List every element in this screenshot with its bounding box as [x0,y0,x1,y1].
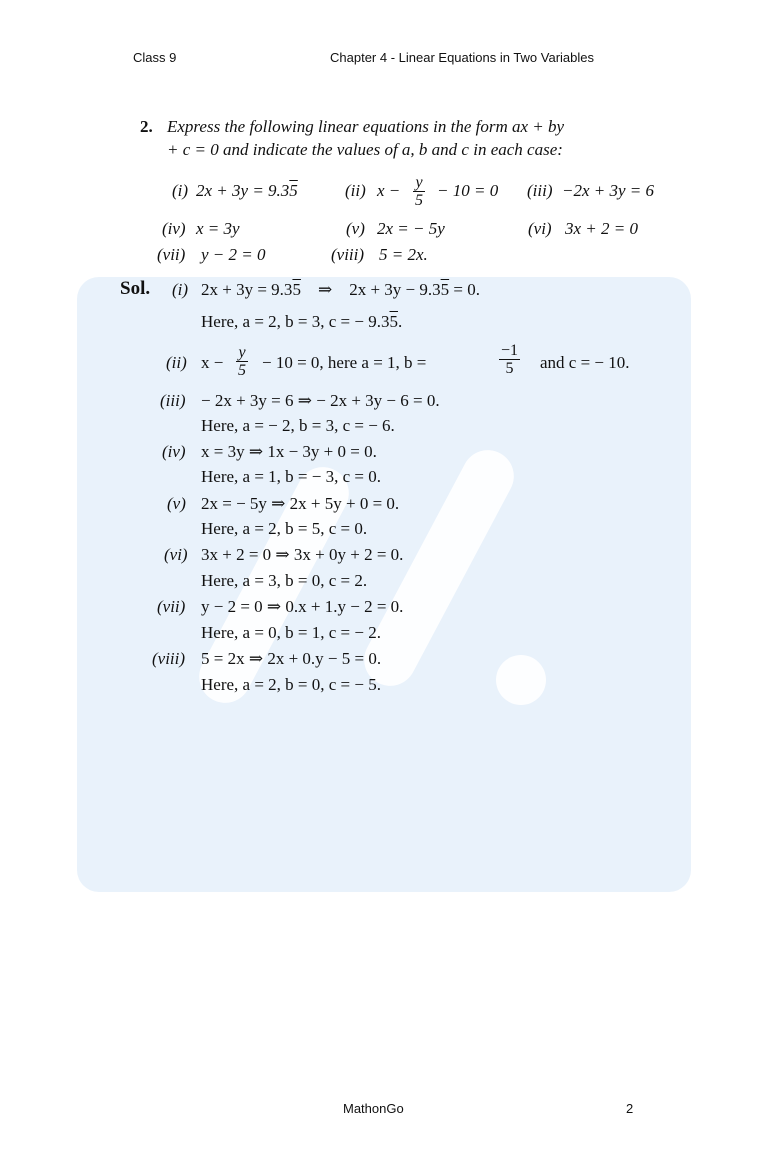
part-viii-label: (viii) [331,245,365,264]
sol-viii-equation: 5 = 2x ⇒ 2x + 0.y − 5 = 0. [201,649,382,668]
sol-vi-values: Here, a = 3, b = 0, c = 2. [201,571,368,590]
sol-iv-values: Here, a = 1, b = − 3, c = 0. [201,467,381,486]
sol-iii-values: Here, a = − 2, b = 3, c = − 6. [201,416,395,435]
header-chapter-title: Chapter 4 - Linear Equations in Two Variables [330,50,595,65]
sol-vii-equation: y − 2 = 0 ⇒ 0.x + 1.y − 2 = 0. [201,597,404,616]
part-viii-expr: 5 = 2x. [379,245,428,264]
part-iv-expr: x = 3y [196,219,240,238]
footer-brand: MathonGo [343,1101,404,1116]
sol-vii-label: (vii) [157,597,186,616]
part-v-label: (v) [346,219,365,238]
sol-vii-values: Here, a = 0, b = 1, c = − 2. [201,623,381,642]
part-iii-expr: −2x + 3y = 6 [562,181,655,200]
question-line-2: + c = 0 and indicate the values of a, b and c in each case: [167,140,563,159]
watermark-icon [496,655,546,705]
sol-iv-equation: x = 3y ⇒ 1x − 3y + 0 = 0. [201,442,377,461]
sol-v-equation: 2x = − 5y ⇒ 2x + 5y + 0 = 0. [201,494,400,513]
part-i-label: (i) [172,181,189,200]
part-vii-expr: y − 2 = 0 [201,245,266,264]
part-iii-label: (iii) [527,181,553,200]
sol-ii-expr-a: x − [201,353,224,372]
sol-ii-expr-c: and c = − 10. [540,353,630,372]
solution-label: Sol. [120,278,151,299]
sol-i-equation: 2x + 3y = 9.35 ⇒ 2x + 3y − 9.35 = 0. [201,280,480,299]
sol-v-values: Here, a = 2, b = 5, c = 0. [201,519,368,538]
sol-ii-fraction-b: $\frac{-1}{5}$ [501,342,519,377]
part-vii-label: (vii) [157,245,186,264]
sol-viii-values: Here, a = 2, b = 0, c = − 5. [201,675,381,694]
sol-ii-label: (ii) [166,353,187,372]
part-vi-expr: 3x + 2 = 0 [565,219,638,238]
sol-ii-expr-b: − 10 = 0, here a = 1, b = [262,353,427,372]
header-class: Class 9 [133,50,177,65]
part-ii-label: (ii) [345,181,366,200]
sol-vi-label: (vi) [164,545,188,564]
sol-i-label: (i) [172,280,189,299]
part-ii-expr-b: − 10 = 0 [437,181,499,200]
sol-vi-equation: 3x + 2 = 0 ⇒ 3x + 0y + 2 = 0. [201,545,404,564]
part-ii-expr-a: x − [377,181,401,200]
sol-iii-equation: − 2x + 3y = 6 ⇒ − 2x + 3y − 6 = 0. [201,391,440,410]
sol-v-label: (v) [167,494,186,513]
sol-viii-label: (viii) [152,649,186,668]
sol-i-values: Here, a = 2, b = 3, c = − 9.35. [201,312,403,331]
question-line-1: Express the following linear equations in the form ax + by [167,117,565,136]
part-ii-fraction: $\frac{y}{5}$ [415,174,423,209]
sol-ii-fraction: $\frac{y}{5}$ [238,344,246,379]
part-iv-label: (iv) [162,219,186,238]
sol-iii-label: (iii) [160,391,186,410]
question-number: 2. [140,117,153,136]
part-v-expr: 2x = − 5y [377,219,445,238]
part-vi-label: (vi) [528,219,552,238]
sol-iv-label: (iv) [162,442,186,461]
page-number: 2 [626,1101,634,1116]
part-i-expr: 2x + 3y = 9.35 [196,181,298,200]
